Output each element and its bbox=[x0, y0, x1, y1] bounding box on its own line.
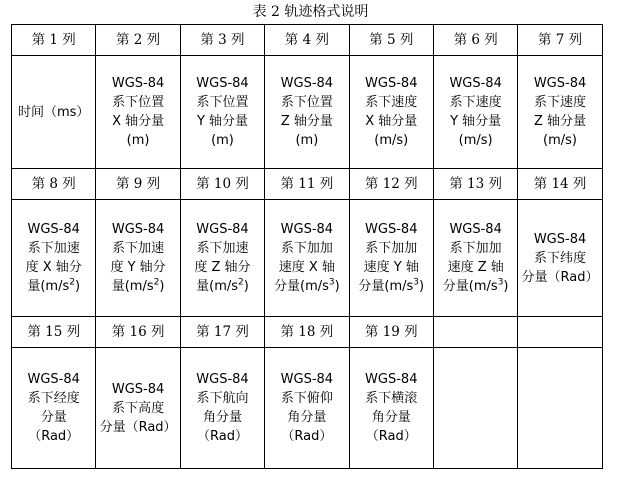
cell-line: WGS-84 bbox=[196, 372, 249, 387]
cell-line: （Rad） bbox=[28, 429, 80, 444]
cell-line: WGS-84 bbox=[533, 231, 587, 247]
cell-line: (m/s) bbox=[374, 133, 409, 148]
cell-line: 系下位置 bbox=[280, 95, 333, 110]
cell-line: （Rad） bbox=[281, 429, 333, 444]
cell-line: 系下航向 bbox=[196, 391, 249, 406]
cell-line: WGS-84 bbox=[533, 76, 587, 91]
description-cell bbox=[349, 348, 433, 469]
cell-line: WGS-84 bbox=[280, 76, 334, 91]
cell-line: 系下速度 bbox=[449, 95, 502, 110]
cell-line: WGS-84 bbox=[27, 372, 80, 387]
description-cell bbox=[96, 56, 180, 169]
column-header-cell: 第 5 列 bbox=[349, 25, 433, 56]
column-header-cell: 第 9 列 bbox=[96, 169, 180, 200]
cell-line: 系下速度 bbox=[365, 95, 418, 110]
cell-line: 角分量 bbox=[287, 410, 327, 425]
cell-line: 分量$(m/s^3)$ bbox=[274, 277, 340, 294]
column-header-cell: 第 7 列 bbox=[518, 25, 602, 56]
description-cell bbox=[518, 348, 602, 469]
column-header-cell: 第 10 列 bbox=[180, 169, 264, 200]
cell-line: Y 轴分量 bbox=[196, 114, 249, 129]
column-header-cell: 第 19 列 bbox=[349, 317, 433, 348]
cell-line: 量$(m/s^2)$ bbox=[111, 277, 165, 294]
cell-line: WGS-84 bbox=[27, 222, 80, 237]
cell-line: (m) bbox=[295, 133, 319, 148]
cell-line: WGS-84 bbox=[365, 372, 418, 387]
cell-line: 分量$(m/s^3)$ bbox=[442, 277, 509, 294]
cell-line: 速度 Z 轴 bbox=[447, 260, 504, 275]
description-cell bbox=[265, 56, 349, 169]
cell-line: X 轴分量 bbox=[365, 114, 418, 129]
description-cell bbox=[180, 200, 264, 317]
description-cell bbox=[96, 348, 180, 469]
cell-line: 系下加加 bbox=[365, 241, 418, 256]
cell-line: （Rad） bbox=[196, 429, 248, 444]
cell-line: WGS-84 bbox=[196, 222, 249, 237]
cell-line: 量$(m/s^2)$ bbox=[196, 277, 249, 294]
column-header-cell: 第 2 列 bbox=[96, 25, 180, 56]
cell-line: 系下俯仰 bbox=[280, 391, 333, 406]
cell-line: WGS-84 bbox=[365, 222, 418, 237]
cell-line: (m) bbox=[211, 133, 234, 148]
cell-line: 系下加速 bbox=[112, 241, 165, 256]
cell-line: 系下经度 bbox=[27, 391, 80, 406]
cell-line: 速度 Y 轴 bbox=[363, 260, 419, 275]
column-header-cell: 第 11 列 bbox=[265, 169, 349, 200]
column-header-cell: 第 8 列 bbox=[12, 169, 96, 200]
cell-line: 角分量 bbox=[202, 410, 242, 425]
column-header-cell: 第 18 列 bbox=[265, 317, 349, 348]
description-cell bbox=[265, 200, 349, 317]
description-row bbox=[12, 200, 603, 317]
column-header-cell: 第 16 列 bbox=[96, 317, 180, 348]
cell-line: 系下高度 bbox=[112, 400, 165, 416]
cell-line: X 轴分量 bbox=[112, 114, 165, 129]
column-header-cell: 第 1 列 bbox=[12, 25, 96, 56]
cell-line: （Rad） bbox=[365, 429, 417, 444]
cell-line: 分量$(m/s^3)$ bbox=[358, 277, 425, 294]
cell-line: 时间（ms） bbox=[17, 104, 90, 120]
description-cell bbox=[433, 348, 517, 469]
cell-line: (m/s) bbox=[543, 133, 578, 148]
description-cell bbox=[433, 200, 517, 317]
description-cell bbox=[265, 348, 349, 469]
cell-line: 系下加加 bbox=[449, 241, 502, 256]
column-header-cell: 第 14 列 bbox=[518, 169, 602, 200]
cell-line: Y 轴分量 bbox=[450, 114, 502, 129]
column-header-row bbox=[12, 169, 603, 200]
cell-line: 度 X 轴分 bbox=[25, 260, 82, 275]
cell-line: WGS-84 bbox=[111, 381, 165, 397]
description-cell bbox=[12, 348, 96, 469]
cell-line: 系下纬度 bbox=[534, 250, 587, 266]
cell-line: WGS-84 bbox=[280, 372, 334, 387]
cell-line: 系下加加 bbox=[280, 241, 333, 256]
description-cell bbox=[349, 56, 433, 169]
cell-line: 度 Z 轴分 bbox=[194, 260, 251, 275]
cell-line: 分量 bbox=[40, 410, 67, 425]
cell-line: 系下加速 bbox=[196, 241, 249, 256]
description-cell bbox=[180, 56, 264, 169]
column-header-cell: 第 3 列 bbox=[180, 25, 264, 56]
cell-line: 系下横滚 bbox=[365, 391, 418, 406]
column-header-cell: 第 17 列 bbox=[180, 317, 264, 348]
cell-line: WGS-84 bbox=[449, 76, 502, 91]
column-header-cell: 第 4 列 bbox=[265, 25, 349, 56]
column-header-cell: 第 13 列 bbox=[433, 169, 517, 200]
cell-line: 速度 X 轴 bbox=[278, 260, 335, 275]
cell-line: WGS-84 bbox=[111, 222, 165, 237]
cell-line: WGS-84 bbox=[449, 222, 502, 237]
cell-line: WGS-84 bbox=[365, 76, 418, 91]
cell-line: 角分量 bbox=[371, 410, 411, 425]
description-cell bbox=[180, 348, 264, 469]
description-row bbox=[12, 56, 603, 169]
cell-line: WGS-84 bbox=[280, 222, 334, 237]
trajectory-format-table bbox=[11, 24, 603, 469]
column-header-cell bbox=[433, 317, 517, 348]
cell-line: 分量（Rad） bbox=[521, 269, 599, 285]
cell-line: 系下加速 bbox=[27, 241, 80, 256]
column-header-row bbox=[12, 317, 603, 348]
column-header-cell: 第 15 列 bbox=[12, 317, 96, 348]
cell-line: 系下位置 bbox=[112, 95, 165, 110]
cell-line: WGS-84 bbox=[196, 76, 249, 91]
description-cell bbox=[349, 200, 433, 317]
cell-line: 度 Y 轴分 bbox=[110, 260, 166, 275]
description-cell bbox=[12, 56, 96, 169]
description-cell bbox=[12, 200, 96, 317]
cell-line: WGS-84 bbox=[111, 76, 165, 91]
cell-line: Z 轴分量 bbox=[534, 114, 587, 129]
column-header-cell bbox=[518, 317, 602, 348]
description-cell bbox=[518, 56, 602, 169]
description-cell bbox=[518, 200, 602, 317]
cell-line: 系下位置 bbox=[196, 95, 249, 110]
cell-line: 量$(m/s^2)$ bbox=[27, 277, 81, 294]
cell-line: 系下速度 bbox=[534, 95, 587, 110]
cell-line: (m) bbox=[126, 133, 150, 148]
description-cell bbox=[433, 56, 517, 169]
cell-line: Z 轴分量 bbox=[280, 114, 333, 129]
column-header-row bbox=[12, 25, 603, 56]
table-caption: 表 2 轨迹格式说明 bbox=[252, 4, 369, 20]
description-cell bbox=[96, 200, 180, 317]
cell-line: (m/s) bbox=[458, 133, 493, 148]
description-row bbox=[12, 348, 603, 469]
column-header-cell: 第 12 列 bbox=[349, 169, 433, 200]
column-header-cell: 第 6 列 bbox=[433, 25, 517, 56]
cell-line: 分量（Rad） bbox=[99, 419, 177, 435]
